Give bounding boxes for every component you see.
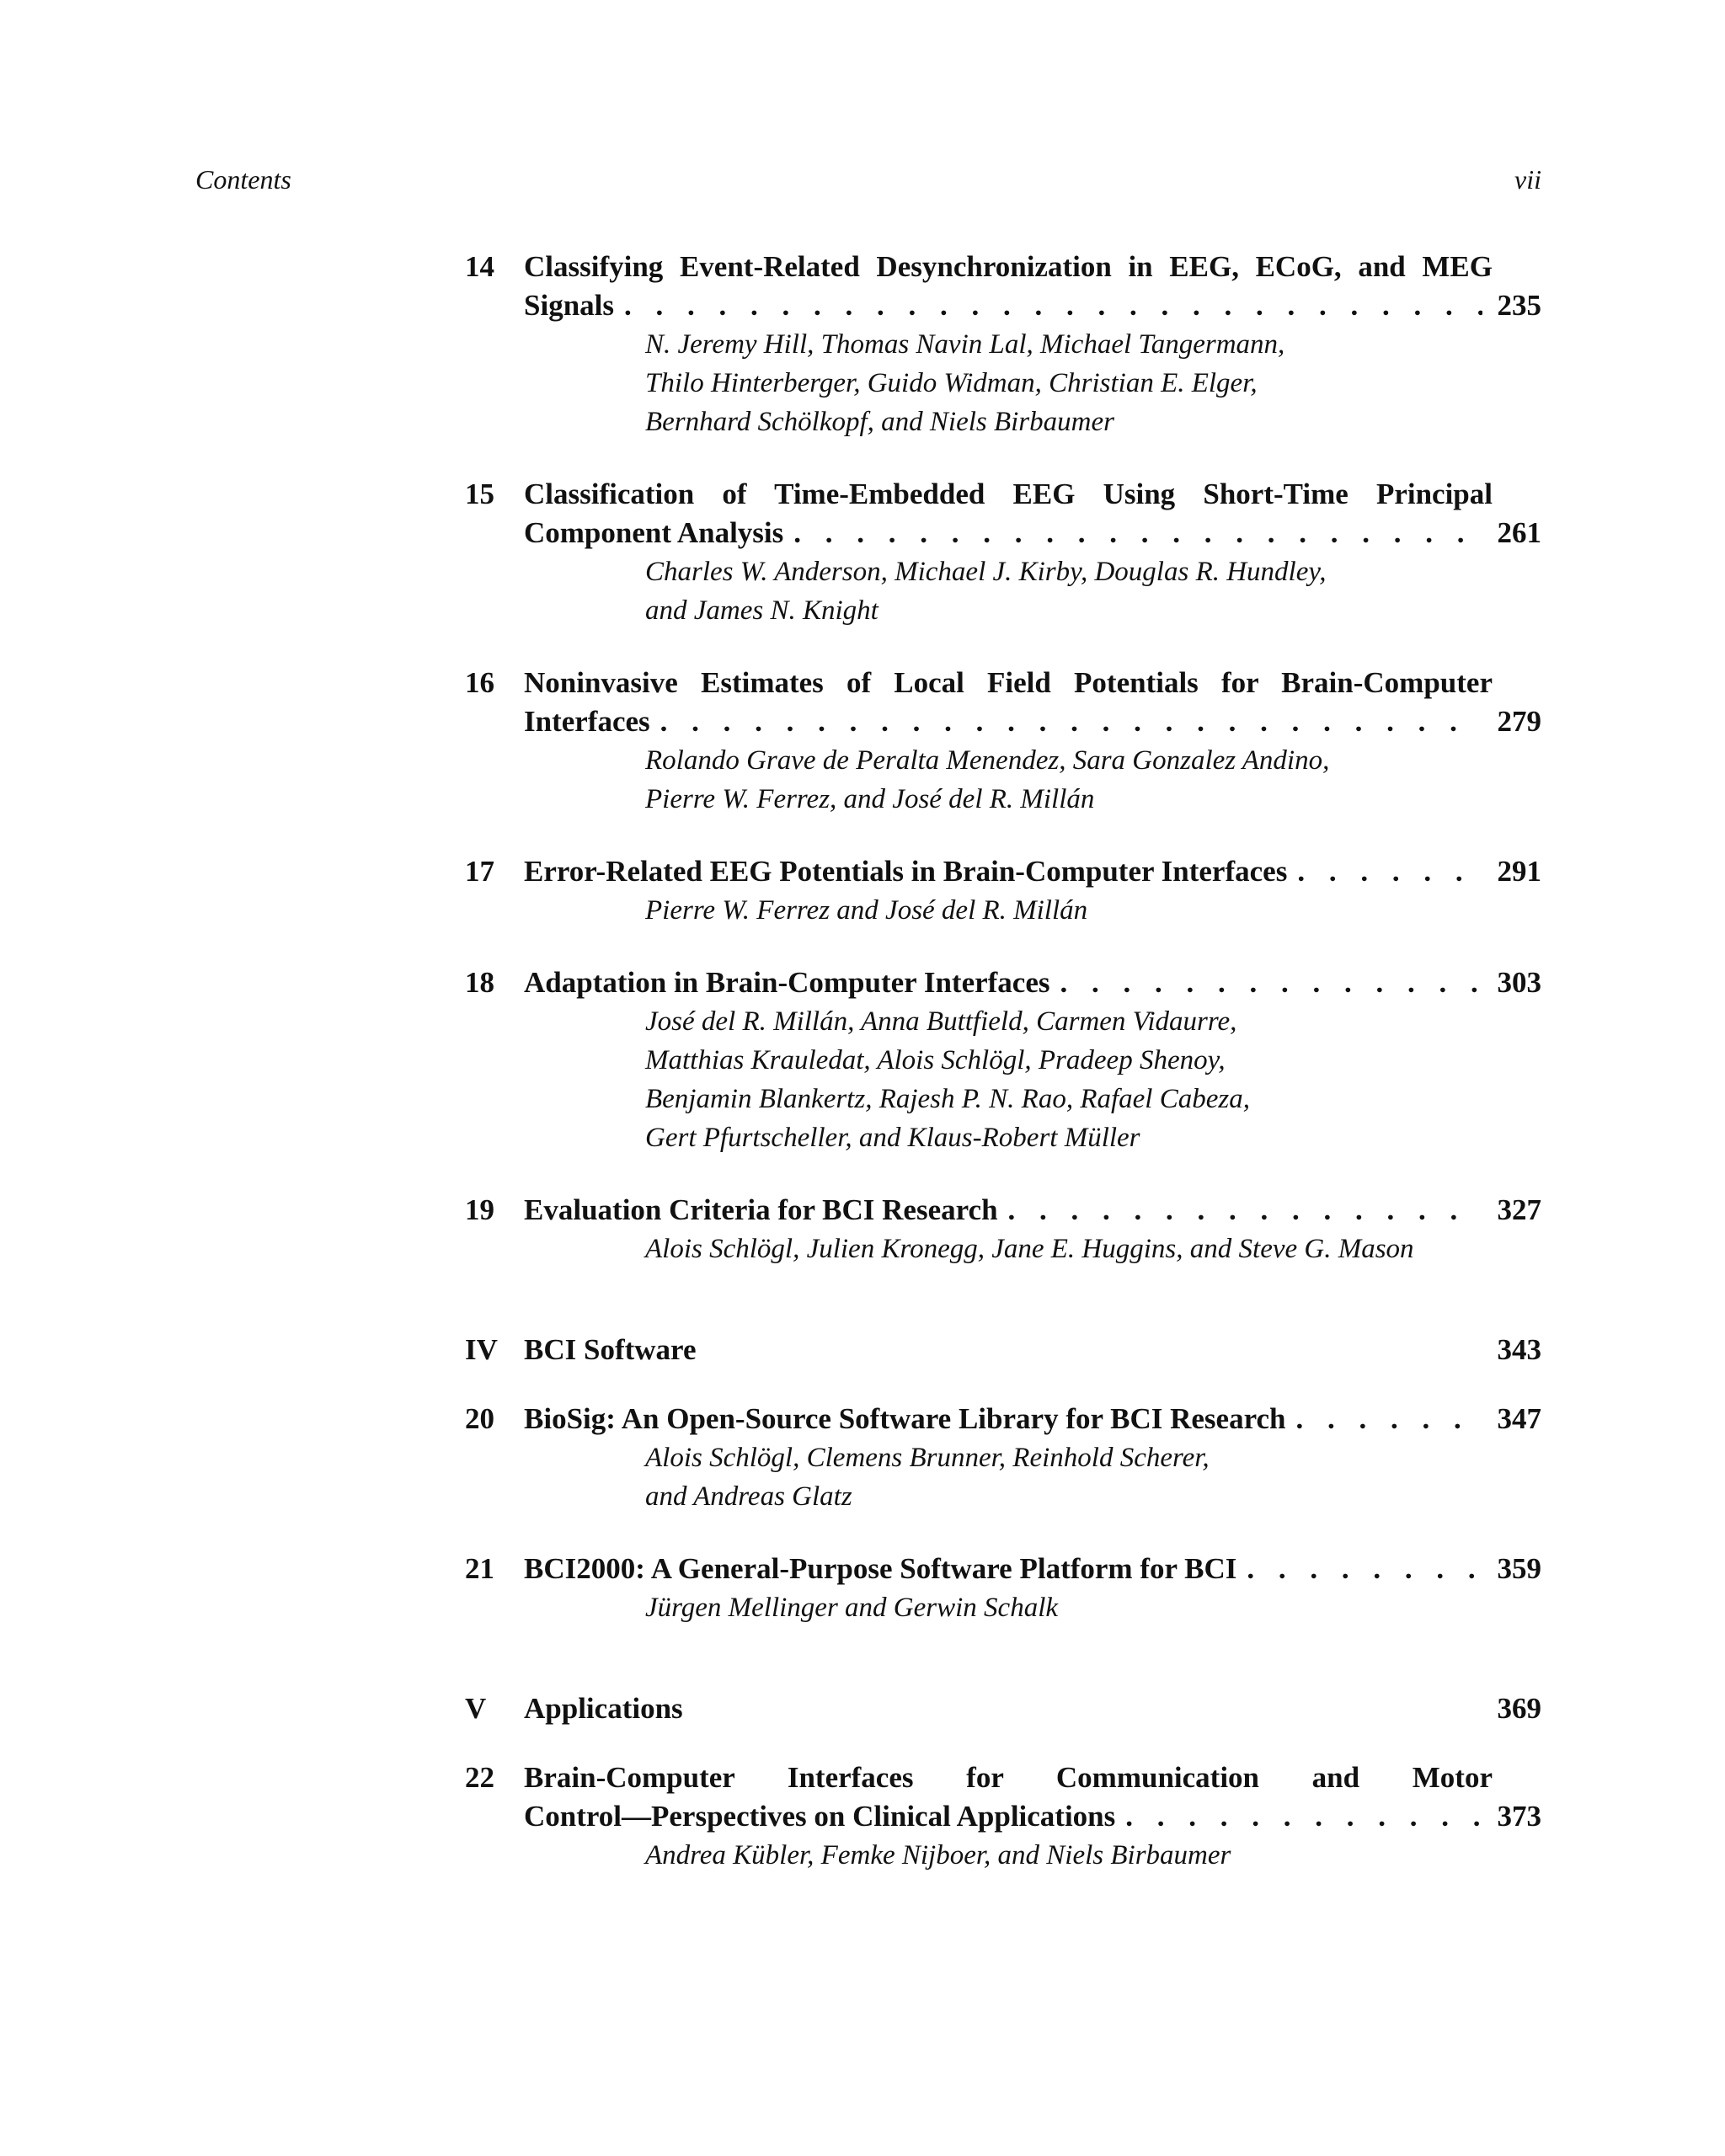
chapter-number: 21 xyxy=(465,1552,494,1585)
dot-leader xyxy=(793,514,1482,552)
chapter-title-line-2: Control—Perspectives on Clinical Applications xyxy=(524,1800,1116,1833)
chapter-title: BCI2000: A General-Purpose Software Platform for BCI xyxy=(524,1552,1237,1585)
chapter-title-line-1: Classification of Time-Embedded EEG Using Short-Time Principal xyxy=(524,478,1493,510)
toc-entry-20 xyxy=(465,1400,1541,1516)
chapter-number: 18 xyxy=(465,966,494,999)
chapter-page: 291 xyxy=(1497,855,1541,888)
author-line: Matthias Krauledat, Alois Schlögl, Pradeep Shenoy, xyxy=(645,1045,1226,1075)
dot-leader xyxy=(624,286,1482,325)
chapter-title: Error-Related EEG Potentials in Brain-Computer Interfaces xyxy=(524,855,1288,888)
chapter-authors xyxy=(645,1836,1541,1875)
chapter-number: 19 xyxy=(465,1193,494,1226)
part-page: 343 xyxy=(1497,1333,1541,1366)
author-line: N. Jeremy Hill, Thomas Navin Lal, Michael Tangermann, xyxy=(645,329,1285,360)
part-heading-v xyxy=(465,1689,1541,1728)
chapter-page: 373 xyxy=(1497,1800,1541,1833)
chapter-page: 261 xyxy=(1497,516,1541,549)
toc-entry-14 xyxy=(465,248,1541,441)
author-line: Pierre W. Ferrez and José del R. Millán xyxy=(645,895,1088,926)
chapter-number: 16 xyxy=(465,666,494,699)
chapter-authors xyxy=(645,1002,1541,1157)
chapter-page: 235 xyxy=(1497,289,1541,322)
running-head-title: Contents xyxy=(195,164,291,195)
chapter-number: 15 xyxy=(465,478,494,510)
toc-entry-17 xyxy=(465,852,1541,930)
toc-entry-19 xyxy=(465,1191,1541,1268)
author-line: José del R. Millán, Anna Buttfield, Carmen Vidaurre, xyxy=(645,1006,1237,1037)
author-line: Alois Schlögl, Julien Kronegg, Jane E. Huggins, and Steve G. Mason xyxy=(645,1234,1414,1264)
author-line: and Andreas Glatz xyxy=(645,1481,852,1512)
dot-leader xyxy=(660,702,1482,741)
part-title: BCI Software xyxy=(524,1333,697,1366)
dot-leader xyxy=(1125,1797,1482,1836)
chapter-number: 22 xyxy=(465,1761,494,1794)
author-line: Rolando Grave de Peralta Menendez, Sara Gonzalez Andino, xyxy=(645,745,1330,776)
running-head xyxy=(195,163,1541,195)
dot-leader xyxy=(1060,963,1482,1002)
author-line: Alois Schlögl, Clemens Brunner, Reinhold Scherer, xyxy=(645,1443,1210,1473)
chapter-authors xyxy=(645,891,1541,930)
author-line: Thilo Hinterberger, Guido Widman, Christian E. Elger, xyxy=(645,368,1258,398)
author-line: Jürgen Mellinger and Gerwin Schalk xyxy=(645,1593,1059,1623)
author-line: Bernhard Schölkopf, and Niels Birbaumer xyxy=(645,407,1114,437)
part-title: Applications xyxy=(524,1692,683,1725)
chapter-title: BioSig: An Open-Source Software Library for BCI Research xyxy=(524,1402,1286,1435)
chapter-title-line-1: Classifying Event-Related Desynchronization in EEG, ECoG, and MEG xyxy=(524,250,1493,283)
chapter-title-line-1: Brain-Computer Interfaces for Communication and Motor xyxy=(524,1761,1493,1794)
chapter-title-line-2: Component Analysis xyxy=(524,516,784,549)
chapter-authors xyxy=(645,1588,1541,1627)
chapter-title-line-1: Noninvasive Estimates of Local Field Potentials for Brain-Computer xyxy=(524,666,1493,699)
chapter-title: Evaluation Criteria for BCI Research xyxy=(524,1193,998,1226)
chapter-authors xyxy=(645,1438,1541,1516)
chapter-page: 347 xyxy=(1497,1402,1541,1435)
chapter-page: 359 xyxy=(1497,1552,1541,1585)
dot-leader xyxy=(1247,1550,1482,1588)
chapter-authors xyxy=(645,552,1541,630)
page-number-roman: vii xyxy=(1514,164,1541,195)
part-number: IV xyxy=(465,1333,498,1366)
chapter-title-line-2: Signals xyxy=(524,289,614,322)
toc-entry-15 xyxy=(465,475,1541,630)
dot-leader xyxy=(1297,852,1482,891)
toc-entry-18 xyxy=(465,963,1541,1157)
dot-leader xyxy=(1295,1400,1482,1438)
author-line: Charles W. Anderson, Michael J. Kirby, Douglas R. Hundley, xyxy=(645,557,1327,587)
toc-entry-22 xyxy=(465,1758,1541,1875)
chapter-page: 303 xyxy=(1497,966,1541,999)
author-line: Andrea Kübler, Femke Nijboer, and Niels Birbaumer xyxy=(645,1840,1231,1870)
chapter-authors xyxy=(645,325,1541,441)
part-heading-iv xyxy=(465,1331,1541,1369)
part-number: V xyxy=(465,1692,487,1725)
toc-entry-16 xyxy=(465,664,1541,819)
chapter-number: 20 xyxy=(465,1402,494,1435)
chapter-number: 17 xyxy=(465,855,494,888)
chapter-page: 279 xyxy=(1497,705,1541,738)
chapter-authors xyxy=(645,1230,1541,1268)
chapter-title-line-2: Interfaces xyxy=(524,705,650,738)
author-line: and James N. Knight xyxy=(645,595,879,626)
table-of-contents xyxy=(465,248,1541,1908)
part-page: 369 xyxy=(1497,1692,1541,1725)
author-line: Pierre W. Ferrez, and José del R. Millán xyxy=(645,784,1095,814)
chapter-title: Adaptation in Brain-Computer Interfaces xyxy=(524,966,1050,999)
chapter-page: 327 xyxy=(1497,1193,1541,1226)
dot-leader xyxy=(1008,1191,1482,1230)
chapter-number: 14 xyxy=(465,250,494,283)
chapter-authors xyxy=(645,741,1541,819)
toc-entry-21 xyxy=(465,1550,1541,1627)
author-line: Benjamin Blankertz, Rajesh P. N. Rao, Rafael Cabeza, xyxy=(645,1084,1250,1114)
author-line: Gert Pfurtscheller, and Klaus-Robert Müller xyxy=(645,1123,1140,1153)
